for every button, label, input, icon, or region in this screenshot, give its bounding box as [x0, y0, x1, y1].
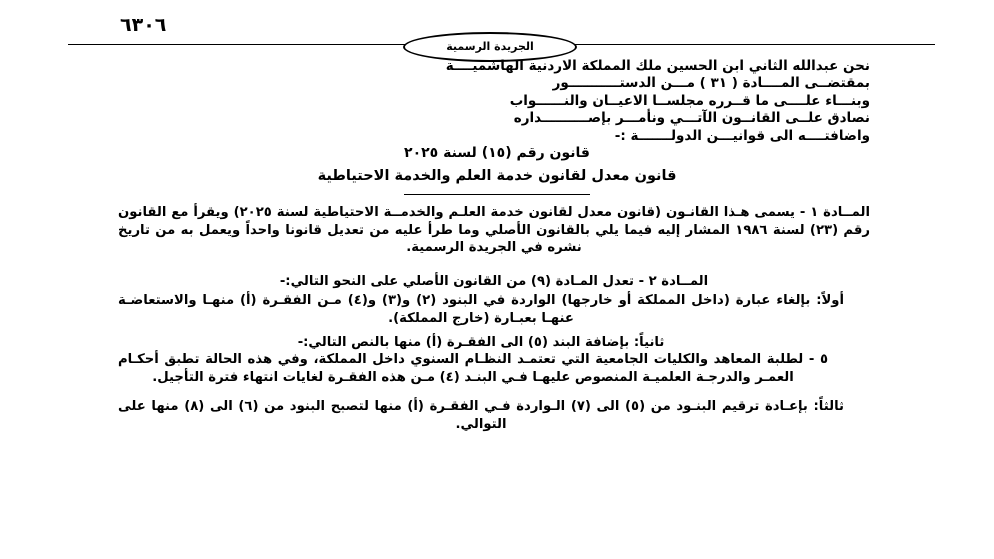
decree-line-3: وبنـــاء علــــى ما قــررﻩ مجلســا الاعيــان والنــــــواب: [509, 92, 870, 109]
decree-line-2: بمقتضــى المــــادة ( ٣١ ) مـــن الدستـــــــــــور: [552, 75, 870, 92]
article-1: [118, 204, 870, 257]
article-2-text: المــادة ٢ - تعدل المـادة (٩) من القانون الأصلي على النحو التالي:-: [279, 273, 709, 289]
decree-line-1: نحن عبدالله الثاني ابن الحسين ملك المملكة الاردنية الهاشميــــة: [445, 58, 870, 74]
law-title-block: [0, 142, 994, 195]
clause-awalan: أولاً: بإلغاء عبارة (داخل المملكة أو خارجها) الواردة في البنود (٢) و(٣) و(٤) مـن الفقـرة (أ) منهـا والاستعاضـة عنهـا بعبـارة (خارج المملكة).: [118, 293, 845, 326]
law-number-title: قانون رقم (١٥) لسنة ٢٠٢٥: [404, 145, 590, 161]
title-divider-rule: [404, 194, 590, 195]
clause-thalithan: ثالثاً: بإعـادة ترقيم البنـود من (٥) الى (٧) الـواردة فـي الفقـرة (أ) منها لتصبح البنود من (٦) الى (٨) منها على التوالي.: [118, 399, 844, 432]
page-header: [0, 14, 994, 62]
clause-thanian-lead: ثانياً: بإضافة البند (٥) الى الفقـرة (أ) منها بالنص التالي:-: [297, 334, 665, 350]
page-number: ٦٣٠٦: [120, 14, 167, 36]
royal-decree-preamble: [230, 58, 870, 145]
decree-line-5: واضافتــــه الى قوانيـــن الدولـــــــة :-: [614, 127, 870, 144]
clause-thanian-sub-item-5: ٥ - لطلبة المعاهد والكليات الجامعية التي تعتمـد النظـام السنوي داخل المملكة، وفي هذه الحالة تطبق أحكـام العمـر والدرجـة العلميـة المنصوص عليهـا فـي البنـد (٤) مـن هذه الفقـرة لغايات انتهاء فترة التأجيل.: [118, 352, 828, 385]
gazette-name-label: الجريدة الرسمية: [446, 40, 534, 53]
law-subject-title: قانون معدل لقانون خدمة العلم والخدمة الاحتياطية: [317, 168, 677, 184]
spacer: [118, 386, 870, 396]
articles-container: [118, 204, 870, 444]
article-2: [118, 273, 870, 434]
decree-line-4: نصادق علــى القانــون الآتـــي ونأمـــر بإصــــــــــداره: [513, 110, 870, 127]
article-1-text: المــادة ١ - يسمى هـذا القانـون (قانون معدل لقانون خدمة العلـم والخدمــة الاحتياطية لسنة ٢٠٢٥) ويقرأ مع القانون رقم (٢٣) لسنة ١٩٨٦ المشار إليه فيما يلي بالقانون الأصلي وما طرأ عليه من تعديل قانونا واحداً ويعمل به من تاريخ نشره في الجريدة الرسمية.: [118, 205, 870, 256]
